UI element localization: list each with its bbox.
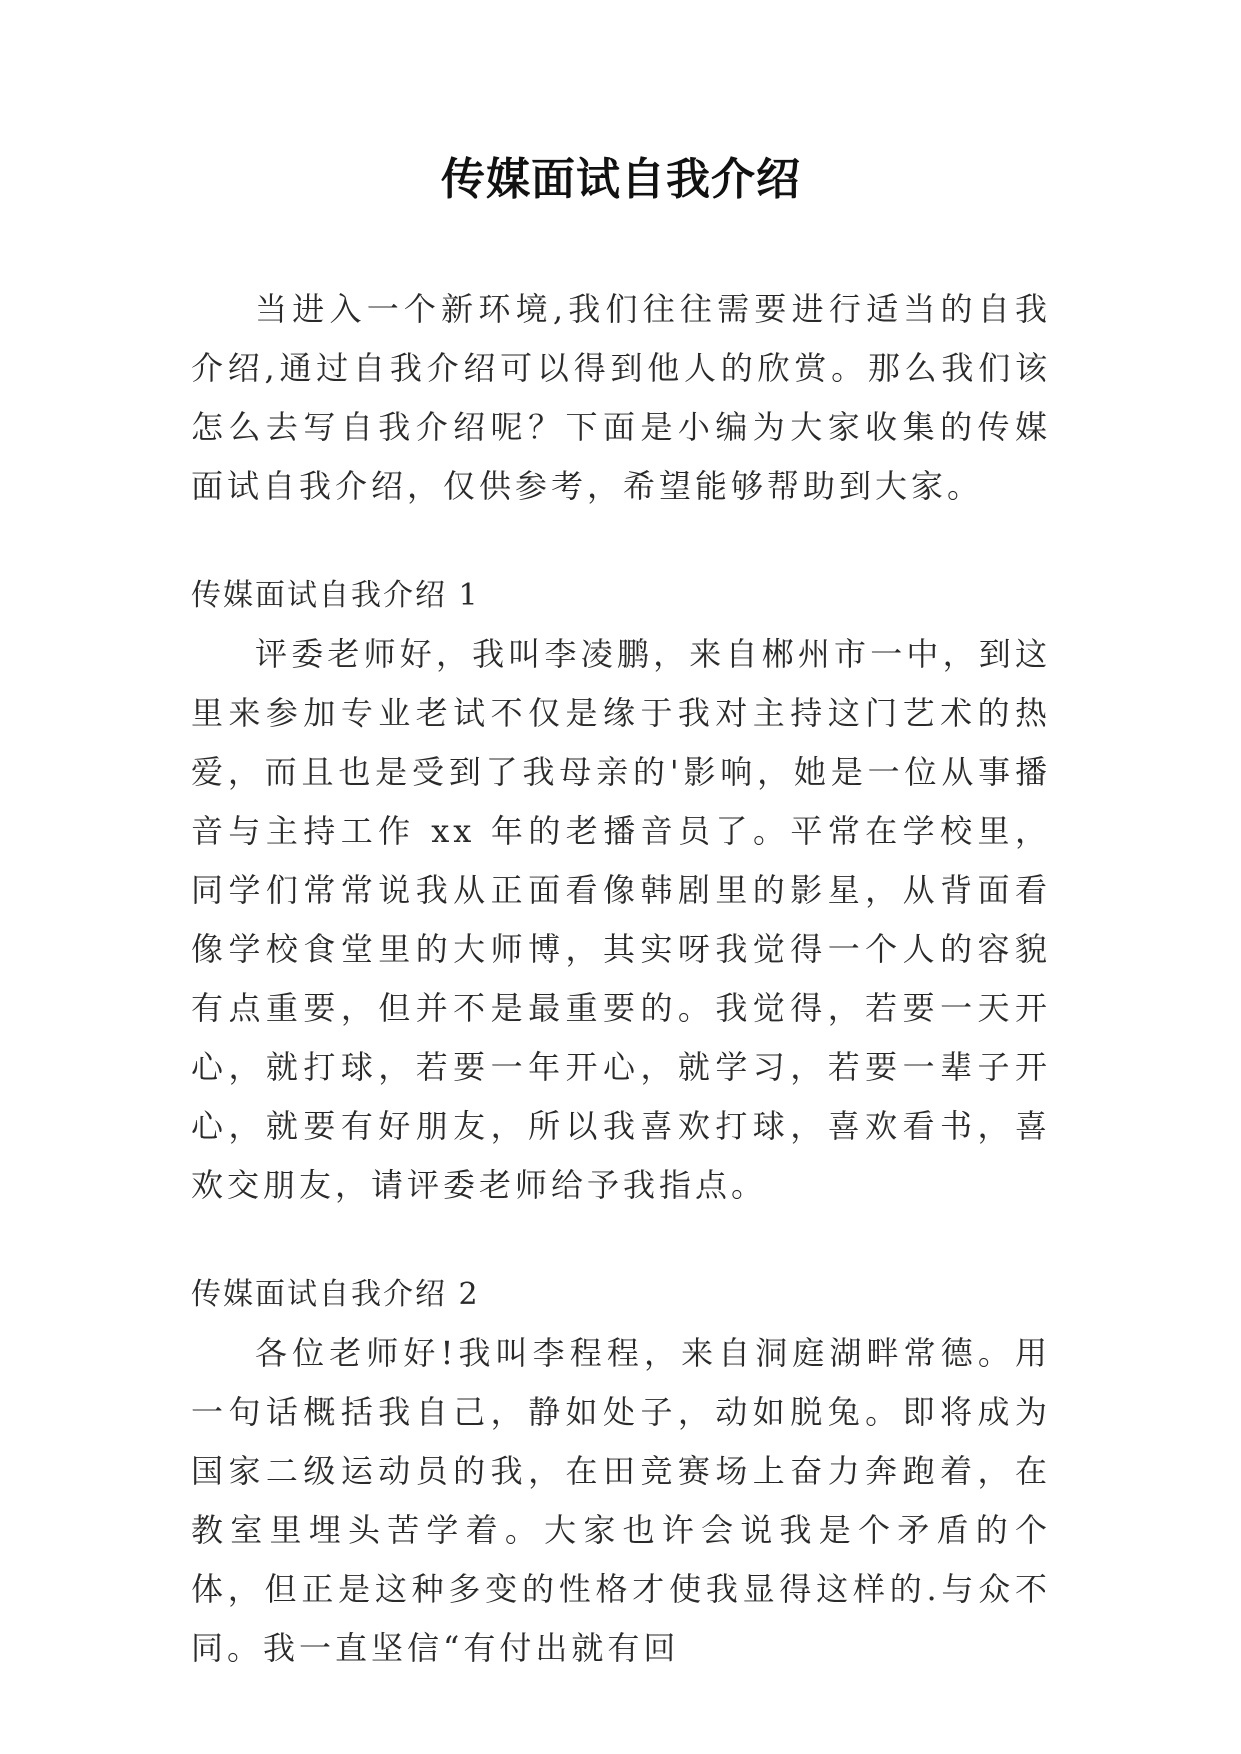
section-body: 各位老师好!我叫李程程，来自洞庭湖畔常德。用一句话概括我自己，静如处子，动如脱兔。即将成为国家二级运动员的我，在田竞赛场上奋力奔跑着，在教室里埋头苦学着。大家也许会说我是个矛盾的个体，但正是这种多变的性格才使我显得这样的.与众不同。我一直坚信“有付出就有回 xyxy=(191,1334,1051,1667)
section-2 xyxy=(191,1265,1051,1678)
intro-paragraph: 当进入一个新环境,我们往往需要进行适当的自我介绍,通过自我介绍可以得到他人的欣赏。那么我们该怎么去写自我介绍呢？下面是小编为大家收集的传媒面试自我介绍，仅供参考，希望能够帮助到大家。 xyxy=(191,290,1051,505)
document-page xyxy=(191,150,1051,1678)
section-body: 评委老师好，我叫李凌鹏，来自郴州市一中，到这里来参加专业老试不仅是缘于我对主持这门艺术的热爱，而且也是受到了我母亲的'影响，她是一位从事播音与主持工作 xx 年的老播音员了。平常在学校里，同学们常常说我从正面看像韩剧里的影星，从背面看像学校食堂里的大师博，其实呀我觉得一个人的容貌有点重要，但并不是最重要的。我觉得，若要一天开心，就打球，若要一年开心，就学习，若要一辈子开心，就要有好朋友，所以我喜欢打球，喜欢看书，喜欢交朋友，请评委老师给予我指点。 xyxy=(191,635,1051,1204)
section-1 xyxy=(191,566,1051,1215)
document-title: 传媒面试自我介绍 xyxy=(441,154,801,205)
section-heading: 传媒面试自我介绍 1 xyxy=(191,578,480,613)
section-heading: 传媒面试自我介绍 2 xyxy=(191,1277,480,1312)
